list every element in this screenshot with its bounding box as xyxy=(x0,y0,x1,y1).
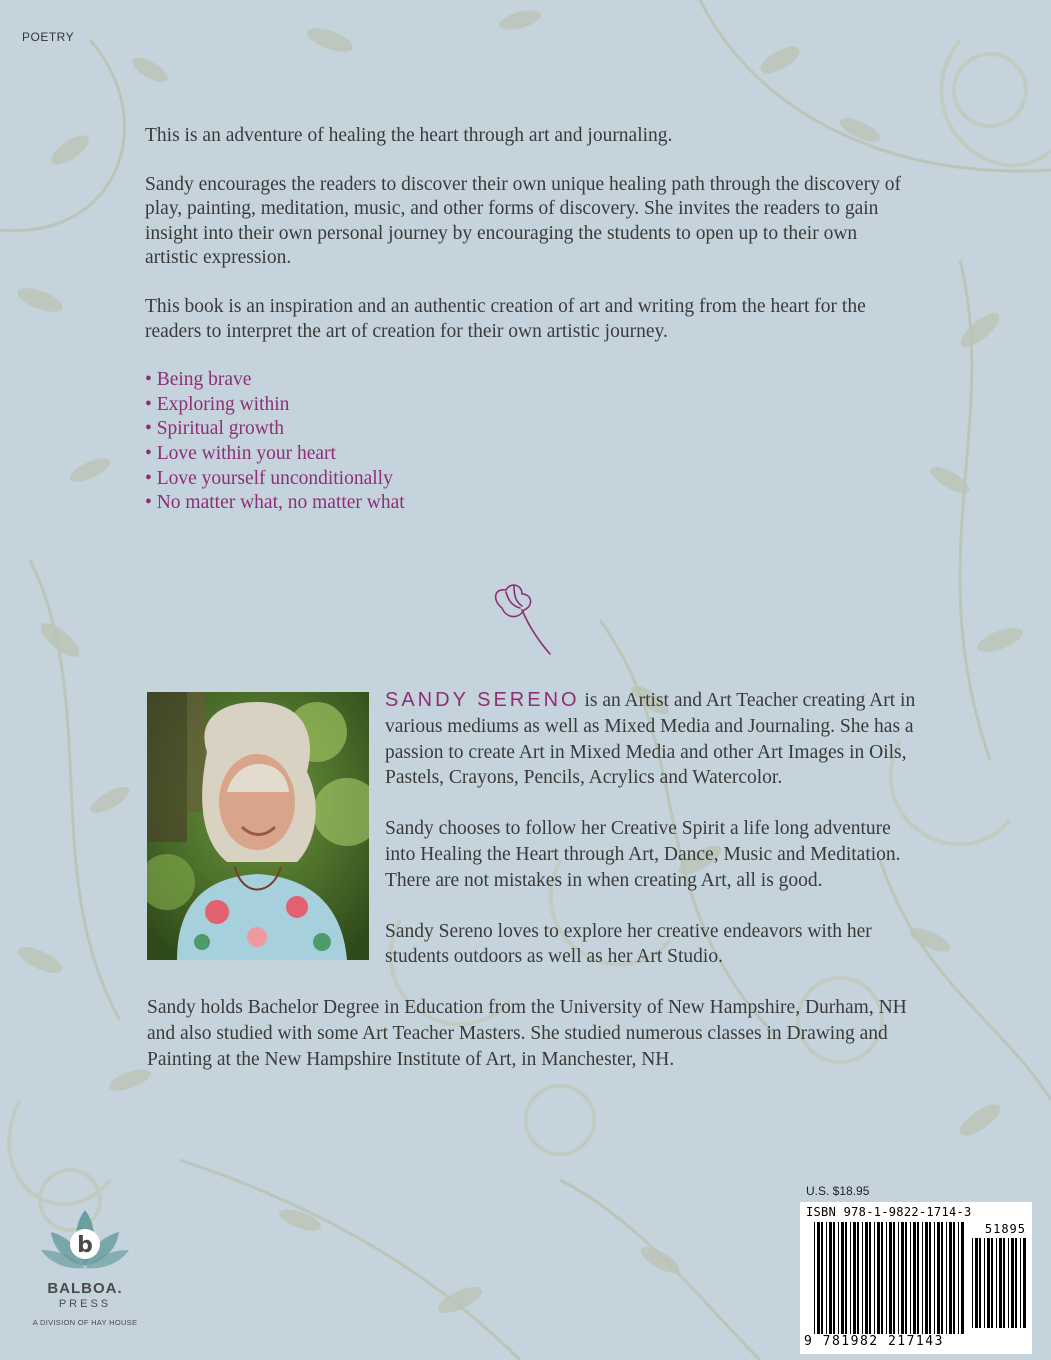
price-label: U.S. $18.95 xyxy=(806,1184,870,1198)
barcode-bar xyxy=(881,1222,883,1334)
barcode-bar xyxy=(862,1222,863,1334)
theme-item: • Exploring within xyxy=(145,393,915,418)
barcode-bar xyxy=(893,1222,895,1334)
lotus-icon xyxy=(25,1200,145,1280)
barcode-bar xyxy=(1011,1238,1014,1328)
barcode-bar xyxy=(814,1222,815,1334)
barcode-bar xyxy=(1008,1238,1009,1328)
barcode-bar xyxy=(987,1238,990,1328)
theme-item: • Being brave xyxy=(145,368,915,393)
theme-list xyxy=(145,368,915,516)
barcode-bar xyxy=(845,1222,847,1334)
publisher-name: BALBOA. xyxy=(47,1280,123,1297)
description-paragraph: This is an adventure of healing the heart through art and journaling. xyxy=(145,125,673,146)
bio-paragraph: Sandy holds Bachelor Degree in Education from the University of New Hampshire, Durham, NH and also studied with some Art Teacher Masters. She studied numerous classes in Drawing and Painting at the New Hampshire Institute of Art, in Manchester, NH. xyxy=(147,997,907,1070)
barcode-bar xyxy=(953,1222,955,1334)
barcode-bar xyxy=(833,1222,835,1334)
barcode-bar xyxy=(949,1222,952,1334)
barcode-bar xyxy=(1020,1238,1021,1328)
theme-item: • Love yourself unconditionally xyxy=(145,467,915,492)
barcode-bar xyxy=(975,1238,978,1328)
barcode-bar xyxy=(941,1222,943,1334)
barcode-bar xyxy=(841,1222,844,1334)
publisher-division: A DIVISION OF HAY HOUSE xyxy=(32,1318,138,1327)
theme-item: • No matter what, no matter what xyxy=(145,491,915,516)
barcode-bar xyxy=(857,1222,859,1334)
barcode-bar xyxy=(934,1222,935,1334)
isbn-barcode xyxy=(800,1202,1032,1354)
publisher-initial: b xyxy=(77,1233,93,1258)
barcode-bar xyxy=(984,1238,985,1328)
barcode-bar xyxy=(937,1222,940,1334)
barcode-bar xyxy=(913,1222,916,1334)
barcode-bar xyxy=(958,1222,959,1334)
theme-item: • Love within your heart xyxy=(145,442,915,467)
barcode-bar xyxy=(910,1222,911,1334)
barcode-bar xyxy=(999,1238,1002,1328)
barcode-bar xyxy=(877,1222,880,1334)
barcode-bar xyxy=(922,1222,923,1334)
barcode-bar xyxy=(1023,1238,1026,1328)
barcode-bar xyxy=(829,1222,832,1334)
barcode-bar xyxy=(853,1222,856,1334)
book-description xyxy=(145,124,915,516)
barcode-bar xyxy=(996,1238,997,1328)
barcode-bar xyxy=(821,1222,823,1334)
barcode-bar xyxy=(929,1222,931,1334)
author-intro xyxy=(385,688,917,791)
barcode-bar xyxy=(865,1222,868,1334)
barcode-bar xyxy=(874,1222,875,1334)
genre-label: POETRY xyxy=(22,30,75,44)
barcode-bar xyxy=(869,1222,871,1334)
barcode-bar xyxy=(979,1238,981,1328)
publisher-logo xyxy=(25,1200,155,1330)
barcode-bar xyxy=(898,1222,899,1334)
barcode-bar xyxy=(925,1222,928,1334)
barcode-bar xyxy=(826,1222,827,1334)
addon-barcode-bars xyxy=(972,1238,1028,1328)
theme-item: • Spiritual growth xyxy=(145,417,915,442)
barcode-bar xyxy=(838,1222,839,1334)
barcode-bar xyxy=(901,1222,904,1334)
barcode-bar xyxy=(917,1222,919,1334)
flower-ornament-icon xyxy=(484,578,556,658)
barcode-addon: 51895 xyxy=(984,1222,1026,1236)
barcode-bar xyxy=(991,1238,993,1328)
barcode-bar xyxy=(972,1238,973,1328)
barcode-bar xyxy=(886,1222,887,1334)
barcode-bar xyxy=(817,1222,820,1334)
bio-paragraph: Sandy chooses to follow her Creative Spirit a life long adventure into Healing the Heart through Art, Dance, Music and Meditation. There are not mistakes in when creating Art, all is good. xyxy=(385,818,901,891)
barcode-bar xyxy=(1003,1238,1005,1328)
barcode-bar xyxy=(961,1222,964,1334)
barcode-bar xyxy=(889,1222,892,1334)
author-intro-text: is an Artist and Art Teacher creating Art in various mediums as well as Mixed Media and Journaling. She has a passion to create Art in Mixed Media and other Art Images in Oils, Pastels, Crayons, Pencils, Acrylics and Watercolor. xyxy=(385,690,916,789)
barcode-bar xyxy=(850,1222,851,1334)
ean-number: 9 781982 217143 xyxy=(804,1334,944,1349)
author-name: SANDY SERENO xyxy=(385,689,580,711)
barcode-bar xyxy=(1015,1238,1017,1328)
bio-paragraph: Sandy Sereno loves to explore her creative endeavors with her students outdoors as well as her Art Studio. xyxy=(385,920,872,968)
author-bio xyxy=(147,688,917,1098)
isbn-number: ISBN 978-1-9822-1714-3 xyxy=(806,1205,972,1219)
barcode-bars xyxy=(814,1222,964,1334)
barcode-bar xyxy=(946,1222,947,1334)
description-paragraph: Sandy encourages the readers to discover their own unique healing path through the discovery of play, painting, meditation, music, and other forms of discovery. She invites the readers to gain insight into their own personal journey by encouraging the students to open up to their own artistic expression. xyxy=(145,173,901,269)
barcode-bar xyxy=(905,1222,907,1334)
description-paragraph: This book is an inspiration and an authentic creation of art and writing from the heart for the readers to interpret the art of creation for their own artistic journey. xyxy=(145,295,866,342)
publisher-imprint: PRESS xyxy=(58,1298,112,1310)
